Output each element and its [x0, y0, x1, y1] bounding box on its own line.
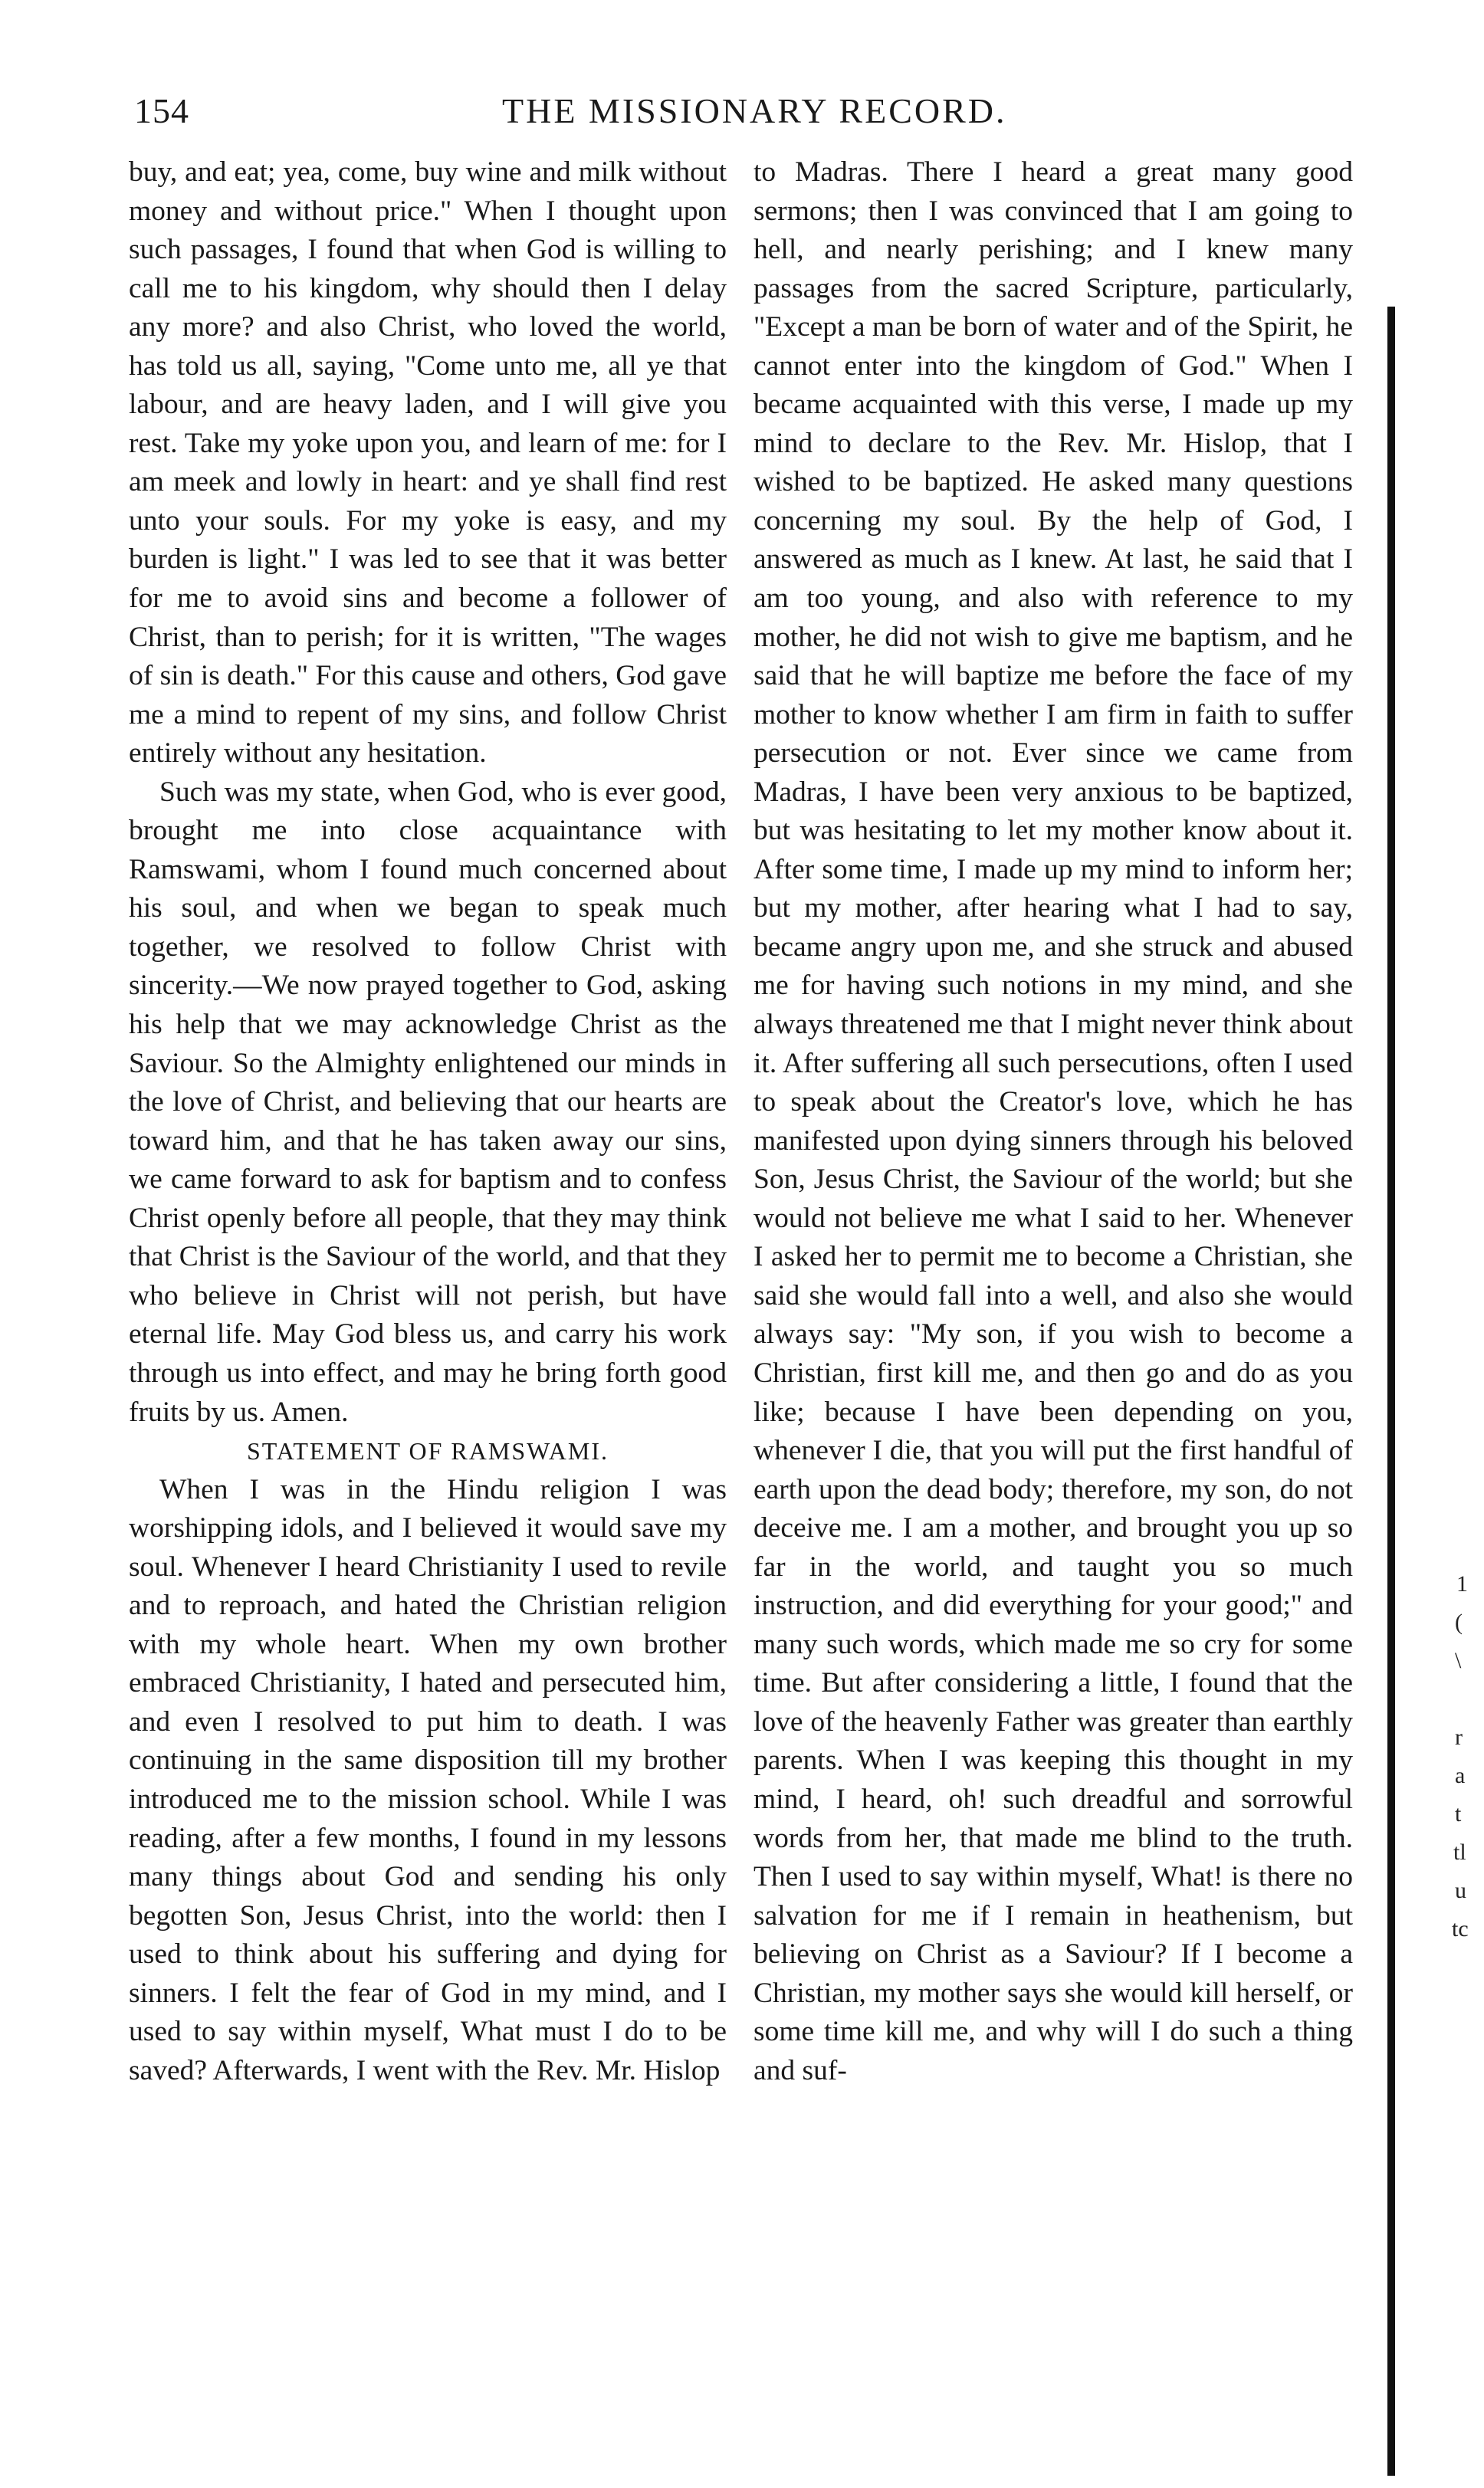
margin-fragment-3: \ — [1455, 1648, 1462, 1673]
left-column — [129, 153, 727, 2090]
left-paragraph-1: buy, and eat; yea, come, buy wine and milk without money and without price." When I thought upon such passages, I found that when God is willing to call me to his kingdom, why should then I delay any more? and also Christ, who loved the world, has told us all, saying, "Come unto me, all ye that labour, and are heavy laden, and I will give you rest. Take my yoke upon you, and learn of me: for I am meek and lowly in heart: and ye shall find rest unto your souls. For my yoke is easy, and my burden is light." I was led to see that it was better for me to avoid sins and become a follower of Christ, than to perish; for it is written, "The wages of sin is death." For this cause and others, God gave me a mind to repent of my sins, and follow Christ entirely without any hesitation. — [129, 156, 727, 770]
page-header — [134, 90, 1338, 136]
running-title: THE MISSIONARY RECORD. — [502, 91, 1007, 130]
left-paragraph-3: When I was in the Hindu religion I was worshipping idols, and I believed it would save my soul. Whenever I heard Christianity I used to revile and to reproach, and hated the Christian religion with my whole heart. When my own brother embraced Christianity, I hated and persecuted him, and even I resolved to put him to death. I was continuing in the same disposition till my brother introduced me to the mission school. While I was reading, after a few months, I found in my lessons many things about God and sending his only begotten Son, Jesus Christ, into the world: then I used to think about his suffering and dying for sinners. I felt the fear of God in my mind, and I used to say within myself, What must I do to be saved? Afterwards, I went with the Rev. Mr. Hislop — [129, 1473, 727, 2086]
margin-fragment-9: tc — [1452, 1916, 1469, 1941]
margin-fragment-8: u — [1455, 1878, 1466, 1903]
margin-fragment-7: tl — [1453, 1840, 1466, 1865]
page-number: 154 — [134, 91, 189, 130]
right-paragraph-1: to Madras. There I heard a great many good sermons; then I was convinced that I am going to hell, and nearly perishing; and I knew many passages from the sacred Scripture, particularly, "Except a man be born of water and of the Spirit, he cannot enter into the kingdom of God." When I became acquainted with this verse, I made up my mind to declare to the Rev. Mr. Hislop, that I wished to be baptized. He asked many questions concerning my soul. By the help of God, I answered as much as I knew. At last, he said that I am too young, and also with reference to my mother, he did not wish to give me baptism, and he said that he will baptize me before the face of my mother to know whether I am firm in faith to suffer persecution or not. Ever since we came from Madras, I have been very anxious to be baptized, but was hesitating to let my mother know about it. After some time, I made up my mind to inform her; but my mother, after hearing what I had to say, became angry upon me, and she struck and abused me for having such notions in my mind, and she always threatened me that I might never think about it. After suffering all such persecutions, often I used to speak about the Creator's love, which he has manifested upon dying sinners through his beloved Son, Jesus Christ, the Saviour of the world; but she would not believe me what I said to her. Whenever I asked her to permit me to become a Christian, she said she would fall into a well, and also she would always say: "My son, if you wish to become a Christian, first kill me, and then go and do as you like; because I have been depending on you, whenever I die, that you will put the first handful of earth upon the dead body; therefore, my son, do not deceive me. I am a mother, and brought you up so far in the world, and taught you so much instruction, and did everything for your good;" and many such words, which made me so cry for some time. But after considering a little, I found that the love of the heavenly Father was greater than earthly parents. When I was keeping this thought in my mind, I heard, oh! such dreadful and sorrowful words from her, that made me blind to the truth. Then I used to say within myself, What! is there no salvation for me if I remain in heathenism, but believing on Christ as a Saviour? If I become a Christian, my mother says she would kill herself, or some time kill me, and why will I do such a thing and suf- — [753, 156, 1353, 2086]
left-paragraph-2: Such was my state, when God, who is ever good, brought me into close acquaintance with Ramswami, whom I found much concerned about his soul, and when we began to speak much together, we resolved to follow Christ with sincerity.—We now prayed together to God, asking his help that we may acknowledge Christ as the Saviour. So the Almighty enlightened our minds in the love of Christ, and believing that our hearts are toward him, and that he has taken away our sins, we came forward to ask for baptism and to confess Christ openly before all people, that they may think that Christ is the Saviour of the world, and that they who believe in Christ will not perish, but have eternal life. May God bless us, and carry his work through us into effect, and may he bring forth good fruits by us. Amen. — [129, 776, 727, 1428]
right-column — [753, 153, 1353, 2090]
margin-fragment-2: ( — [1455, 1610, 1463, 1635]
page-edge-rule — [1387, 307, 1395, 2476]
margin-fragment-5: a — [1455, 1763, 1466, 1788]
margin-fragment-4: r — [1455, 1725, 1463, 1750]
margin-fragment-6: t — [1455, 1801, 1462, 1827]
section-heading: STATEMENT OF RAMSWAMI. — [247, 1437, 609, 1466]
margin-fragment-1: 1 — [1456, 1571, 1468, 1597]
